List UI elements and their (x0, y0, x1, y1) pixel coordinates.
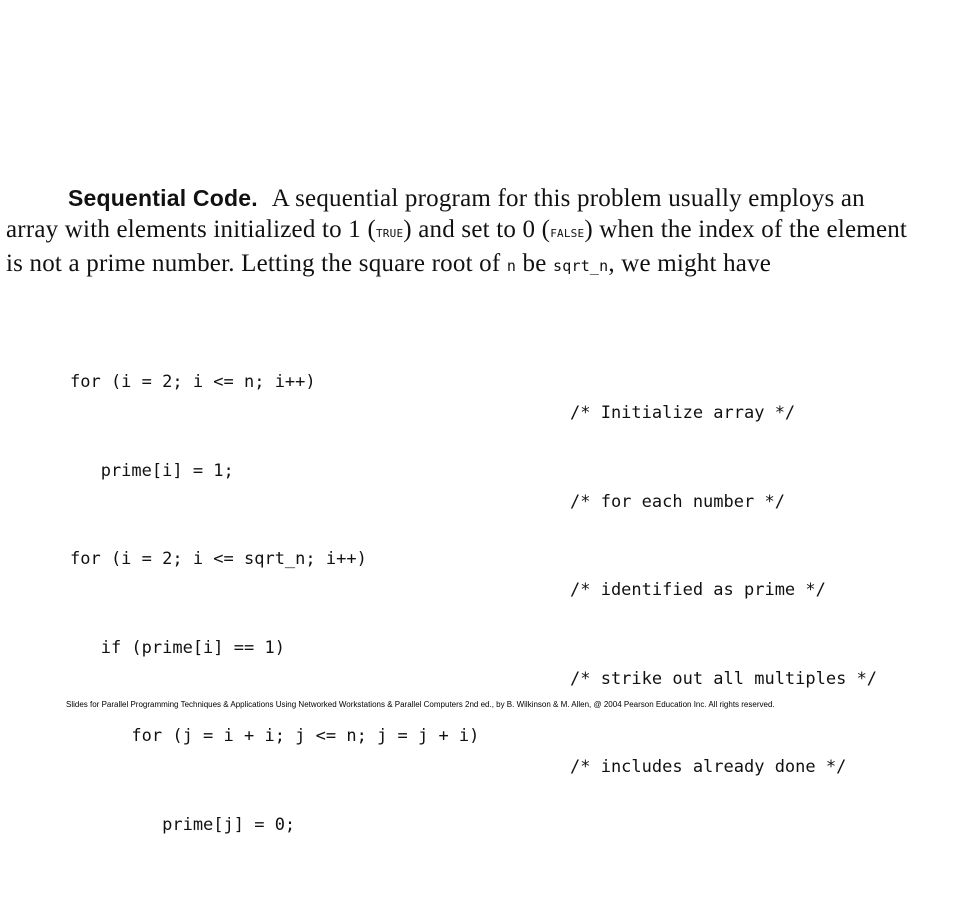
inline-constant-true: true (375, 223, 404, 241)
paragraph-text: array with elements initialized to 1 ( (6, 216, 376, 243)
code-line: if (prime[i] == 1) (70, 637, 285, 658)
code-line: prime[j] = 0; (70, 814, 296, 835)
inline-constant-false: false (550, 223, 585, 241)
paragraph-text: ) and set to 0 ( (403, 216, 551, 243)
paragraph-text: , we might have (608, 250, 772, 277)
code-line: prime[i] = 1; (70, 460, 234, 481)
code-line: for (i = 2; i <= sqrt_n; i++) (70, 549, 367, 569)
paragraph-text: be (516, 250, 553, 277)
intro-paragraph (6, 183, 950, 282)
inline-code-n: n (506, 257, 517, 275)
paragraph-line-1 (6, 183, 950, 214)
code-comment: /* Initialize array */ (570, 403, 796, 423)
paragraph-text: A sequential program for this problem usually employs an (271, 185, 865, 212)
paragraph-line-3 (6, 248, 950, 282)
paragraph-line-2 (6, 214, 950, 248)
code-block (70, 309, 550, 899)
code-comment: /* identified as prime */ (570, 580, 826, 600)
code-comment: /* includes already done */ (570, 757, 847, 777)
code-line: for (j = i + i; j <= n; j = j + i) (70, 726, 480, 746)
code-line: for (i = 2; i <= n; i++) (70, 372, 316, 392)
code-comments (570, 340, 950, 842)
paragraph-text: ) when the index of the element (584, 216, 908, 243)
paragraph-text: is not a prime number. Letting the square root of (6, 250, 507, 277)
section-heading: Sequential Code. (68, 185, 258, 211)
code-comment: /* strike out all multiples */ (570, 668, 878, 689)
code-comment: /* for each number */ (570, 491, 785, 512)
inline-code-sqrt-n: sqrt_n (553, 257, 609, 275)
copyright-footer: Slides for Parallel Programming Techniques & Applications Using Networked Workstations & Parallel Computers 2nd ed., by B. Wilkinson & M. Allen, @ 2004 Pearson Education Inc. All rights reserved. (66, 700, 775, 709)
